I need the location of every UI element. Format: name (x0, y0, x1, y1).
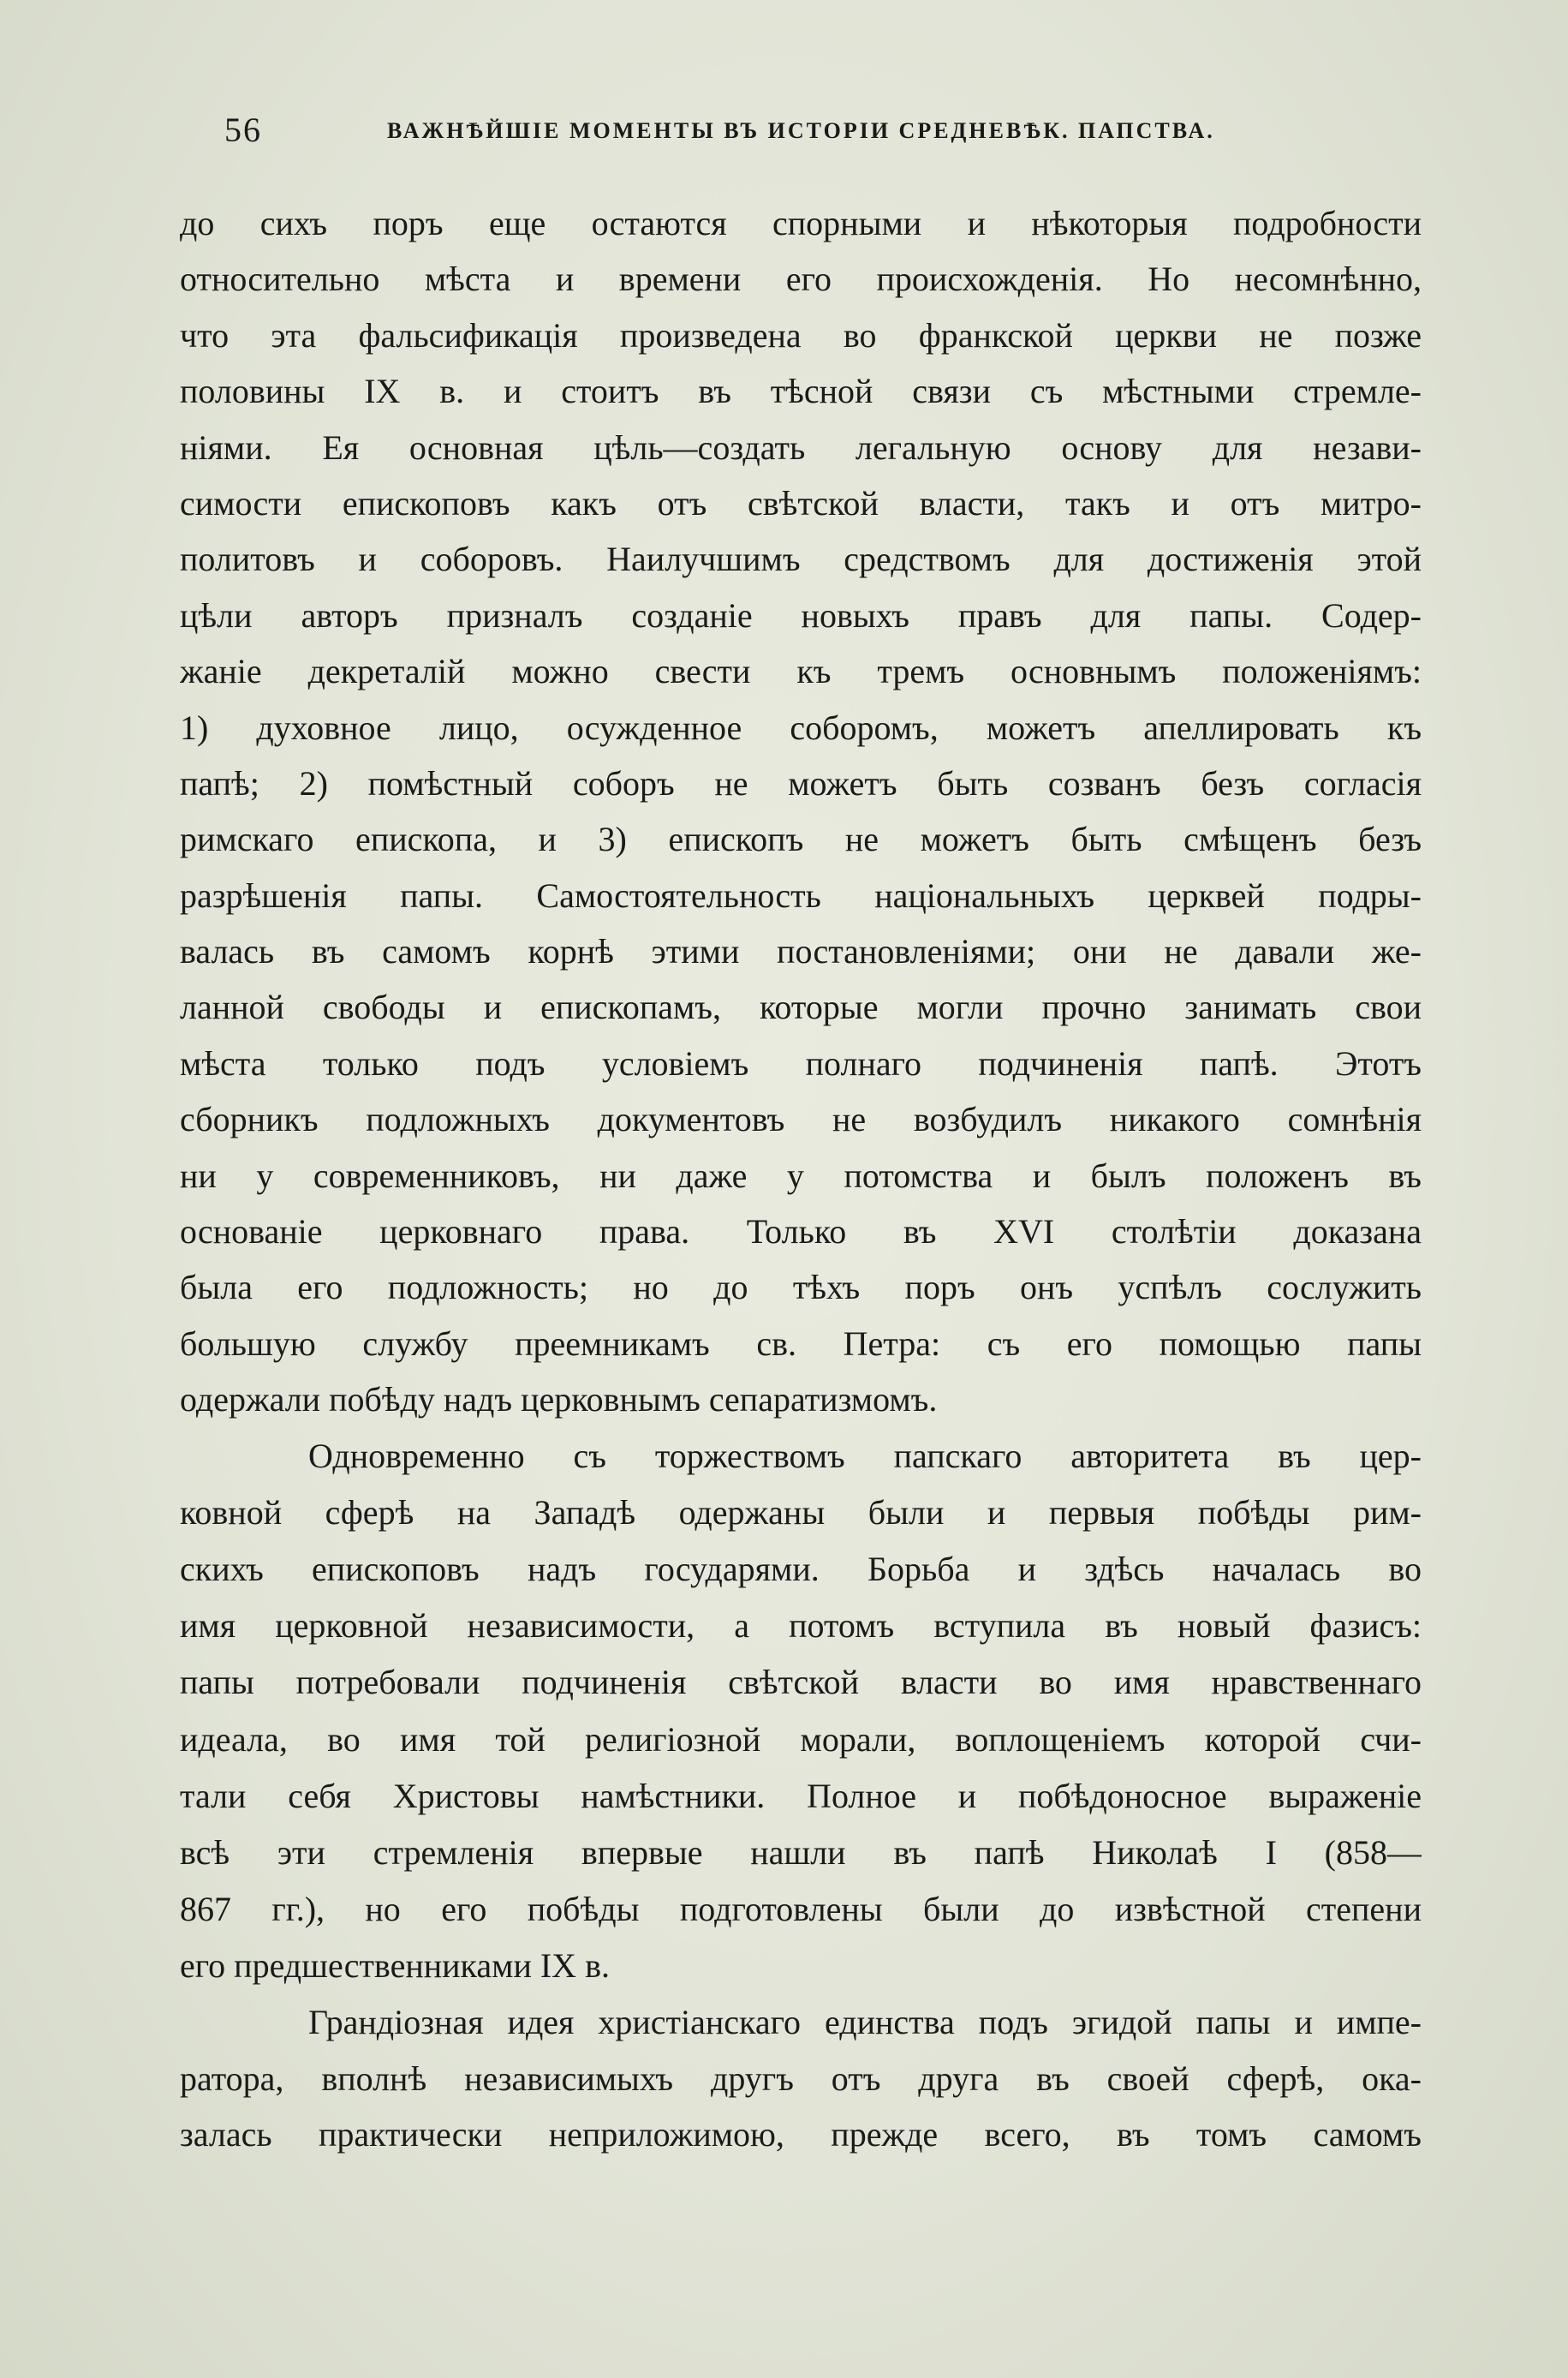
running-title: ВАЖНѢЙШІЕ МОМЕНТЫ ВЪ ИСТОРІИ СРЕДНЕВѢК. ПАПСТВА. (387, 118, 1215, 143)
text-line: цѣли авторъ призналъ созданіе новыхъ правъ для папы. Содер- (180, 595, 1422, 635)
body-text (180, 195, 1422, 2163)
text-line: что эта фальсификація произведена во франкской церкви не позже (180, 315, 1422, 355)
text-line: папѣ; 2) помѣстный соборъ не можетъ быть созванъ безъ согласія (180, 763, 1422, 803)
text-line: его предшественниками IX в. (180, 1946, 610, 1986)
page-number: 56 (224, 111, 262, 149)
text-line: основаніе церковнаго права. Только въ XVI столѣтіи доказана (180, 1212, 1422, 1252)
text-line: ніями. Ея основная цѣль—создать легальную основу для незави- (180, 427, 1422, 467)
text-line: папы потребовали подчиненія свѣтской власти во имя нравственнаго (180, 1663, 1422, 1702)
paragraph-3 (180, 1994, 1422, 2162)
text-line: относительно мѣста и времени его происхожденія. Но несомнѣнно, (180, 260, 1422, 299)
paragraph-2 (180, 1428, 1422, 1995)
text-line: до сихъ поръ еще остаются спорными и нѣкоторыя подробности (180, 204, 1422, 242)
text-line: ланной свободы и епископамъ, которые могли прочно занимать свои (180, 988, 1422, 1027)
text-line: жаніе декреталій можно свести къ тремъ основнымъ положеніямъ: (180, 652, 1422, 691)
text-line: разрѣшенія папы. Самостоятельность національныхъ церквей подры- (180, 875, 1422, 915)
text-line: ратора, вполнѣ независимыхъ другъ отъ друга въ своей сферѣ, ока- (180, 2058, 1422, 2098)
text-line: имя церковной независимости, а потомъ вступила въ новый фазисъ: (180, 1606, 1422, 1646)
text-line: большую службу преемникамъ св. Петра: съ его помощью папы (180, 1323, 1422, 1363)
page-header (224, 110, 1295, 161)
text-line: 1) духовное лицо, осужденное соборомъ, можетъ апеллировать къ (180, 708, 1422, 747)
text-line: симости епископовъ какъ отъ свѣтской власти, такъ и отъ митро- (180, 483, 1422, 523)
text-line: одержали побѣду надъ церковнымъ сепаратизмомъ. (180, 1380, 938, 1419)
text-line: ни у современниковъ, ни даже у потомства и былъ положенъ въ (180, 1156, 1422, 1195)
text-line: всѣ эти стремленія впервые нашли въ папѣ Николаѣ I (858— (180, 1832, 1422, 1872)
text-line: скихъ епископовъ надъ государями. Борьба и здѣсь началась во (180, 1549, 1422, 1588)
text-line: тали себя Христовы намѣстники. Полное и побѣдоносное выраженіе (180, 1776, 1422, 1815)
text-line: была его подложность; но до тѣхъ поръ онъ успѣлъ сослужить (180, 1268, 1422, 1307)
text-line: политовъ и соборовъ. Наилучшимъ средствомъ для достиженія этой (180, 540, 1422, 579)
text-line: залась практически неприложимою, прежде всего, въ томъ самомъ (180, 2115, 1422, 2154)
text-line: идеала, во имя той религіозной морали, воплощеніемъ которой счи- (180, 1719, 1422, 1759)
text-line: валась въ самомъ корнѣ этими постановленіями; они не давали же- (180, 932, 1422, 971)
paragraph-1 (180, 195, 1422, 1428)
text-line: Грандіозная идея христіанскаго единства подъ эгидой папы и импе- (308, 2003, 1422, 2042)
text-line: римскаго епископа, и 3) епископъ не можетъ быть смѣщенъ безъ (180, 820, 1422, 859)
text-line: ковной сферѣ на Западѣ одержаны были и первыя побѣды рим- (180, 1492, 1422, 1532)
text-line: сборникъ подложныхъ документовъ не возбудилъ никакого сомнѣнія (180, 1100, 1422, 1139)
text-line: Одновременно съ торжествомъ папскаго авторитета въ цер- (308, 1436, 1422, 1475)
text-line: половины IX в. и стоитъ въ тѣсной связи съ мѣстными стремле- (180, 372, 1422, 411)
text-line: 867 гг.), но его побѣды подготовлены были до извѣстной степени (180, 1890, 1422, 1929)
text-line: мѣста только подъ условіемъ полнаго подчиненія папѣ. Этотъ (180, 1043, 1422, 1083)
